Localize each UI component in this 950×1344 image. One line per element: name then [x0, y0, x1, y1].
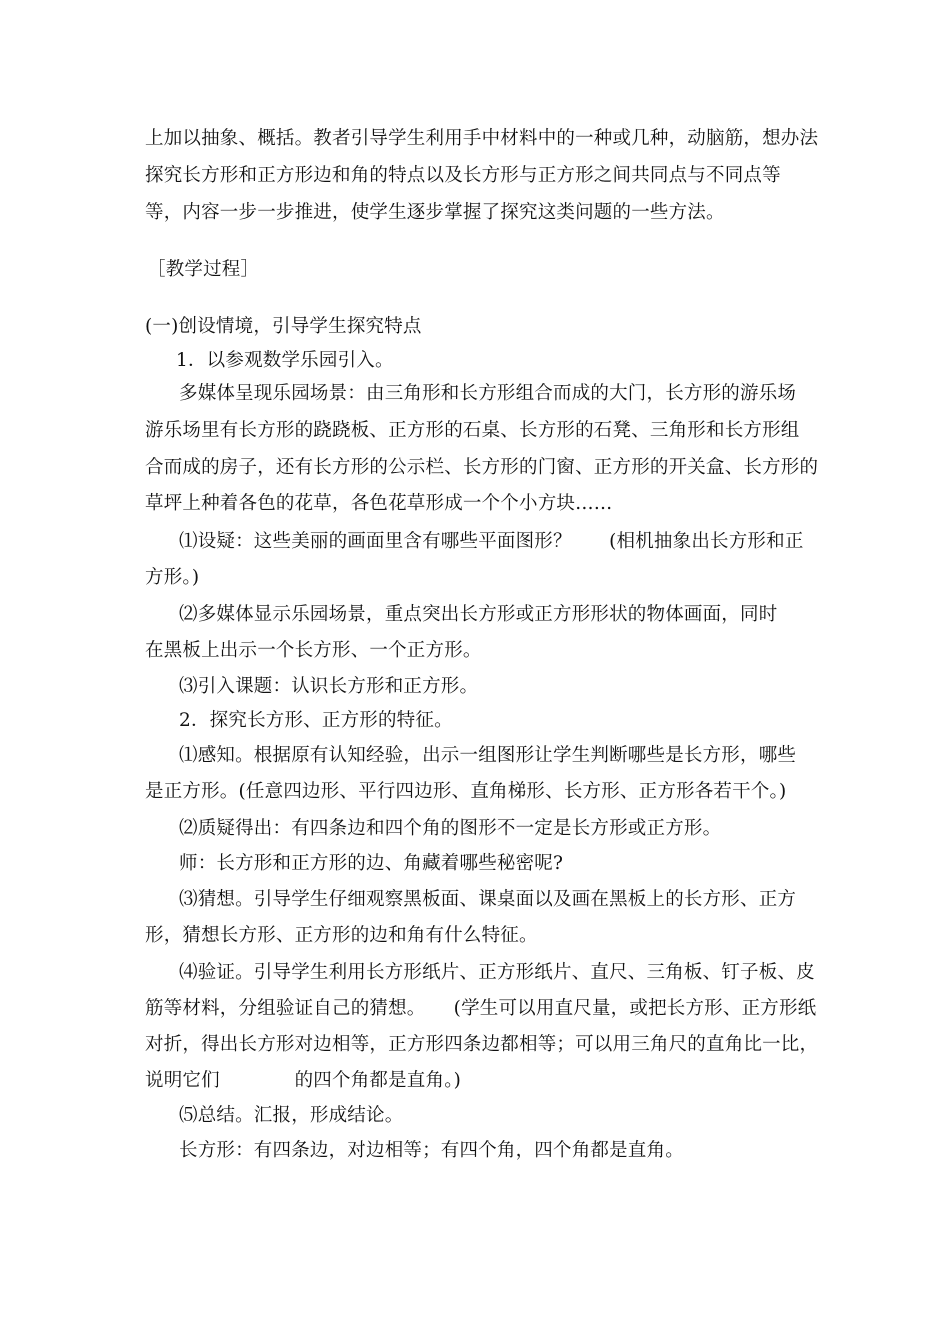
list-item: 2．探究长方形、正方形的特征。 — [179, 710, 453, 731]
body-text-line: 方形。) — [145, 567, 200, 588]
body-text-line: ⑶猜想。引导学生仔细观察黑板面、课桌面以及画在黑板上的长方形、正方 — [179, 889, 797, 910]
body-text-line: ⑷验证。引导学生利用长方形纸片、正方形纸片、直尺、三角板、钉子板、皮 — [179, 962, 815, 983]
body-text-line: 是正方形。(任意四边形、平行四边形、直角梯形、长方形、正方形各若干个。) — [145, 781, 787, 802]
body-text-line: ⑴感知。根据原有认知经验，出示一组图形让学生判断哪些是长方形，哪些 — [179, 745, 797, 766]
body-text-line: 对折，得出长方形对边相等，正方形四条边都相等；可以用三角尺的直角比一比， — [145, 1034, 819, 1055]
body-text-line: 筋等材料，分组验证自己的猜想。 (学生可以用直尺量，或把长方形、正方形纸 — [145, 998, 817, 1019]
subsection-heading: (一)创设情境，引导学生探究特点 — [145, 316, 422, 337]
body-text-line: 游乐场里有长方形的跷跷板、正方形的石桌、长方形的石凳、三角形和长方形组 — [145, 420, 800, 441]
body-text-line: ⑵质疑得出：有四条边和四个角的图形不一定是长方形或正方形。 — [179, 818, 722, 839]
list-item: 1．以参观数学乐园引入。 — [176, 350, 394, 371]
body-text-line: 草坪上种着各色的花草，各色花草形成一个个小方块…… — [145, 493, 613, 514]
body-text-line: ⑵多媒体显示乐园场景，重点突出长方形或正方形形状的物体画面，同时 — [179, 604, 778, 625]
body-text-line: 说明它们 的四个角都是直角。) — [145, 1070, 462, 1091]
body-text-line: 形，猜想长方形、正方形的边和角有什么特征。 — [145, 925, 538, 946]
body-text-line: 等，内容一步一步推进，使学生逐步掌握了探究这类问题的一些方法。 — [145, 202, 725, 223]
body-text-line: 多媒体呈现乐园场景：由三角形和长方形组合而成的大门，长方形的游乐场 — [179, 383, 797, 404]
body-text-line: 上加以抽象、概括。教者引导学生利用手中材料中的一种或几种，动脑筋，想办法 — [145, 128, 819, 149]
section-heading: ［教学过程］ — [147, 259, 260, 280]
body-text-line: 在黑板上出示一个长方形、一个正方形。 — [145, 640, 482, 661]
body-text-line: 探究长方形和正方形边和角的特点以及长方形与正方形之间共同点与不同点等 — [145, 165, 781, 186]
body-text-line: 合而成的房子，还有长方形的公示栏、长方形的门窗、正方形的开关盒、长方形的 — [145, 457, 819, 478]
body-text-line: ⑸总结。汇报，形成结论。 — [179, 1105, 404, 1126]
body-text-line: 师：长方形和正方形的边、角藏着哪些秘密呢? — [179, 853, 564, 874]
body-text-line: ⑴设疑：这些美丽的画面里含有哪些平面图形？ (相机抽象出长方形和正 — [179, 531, 804, 552]
body-text-line: ⑶引入课题：认识长方形和正方形。 — [179, 676, 479, 697]
body-text-line: 长方形：有四条边，对边相等；有四个角，四个角都是直角。 — [179, 1140, 684, 1161]
